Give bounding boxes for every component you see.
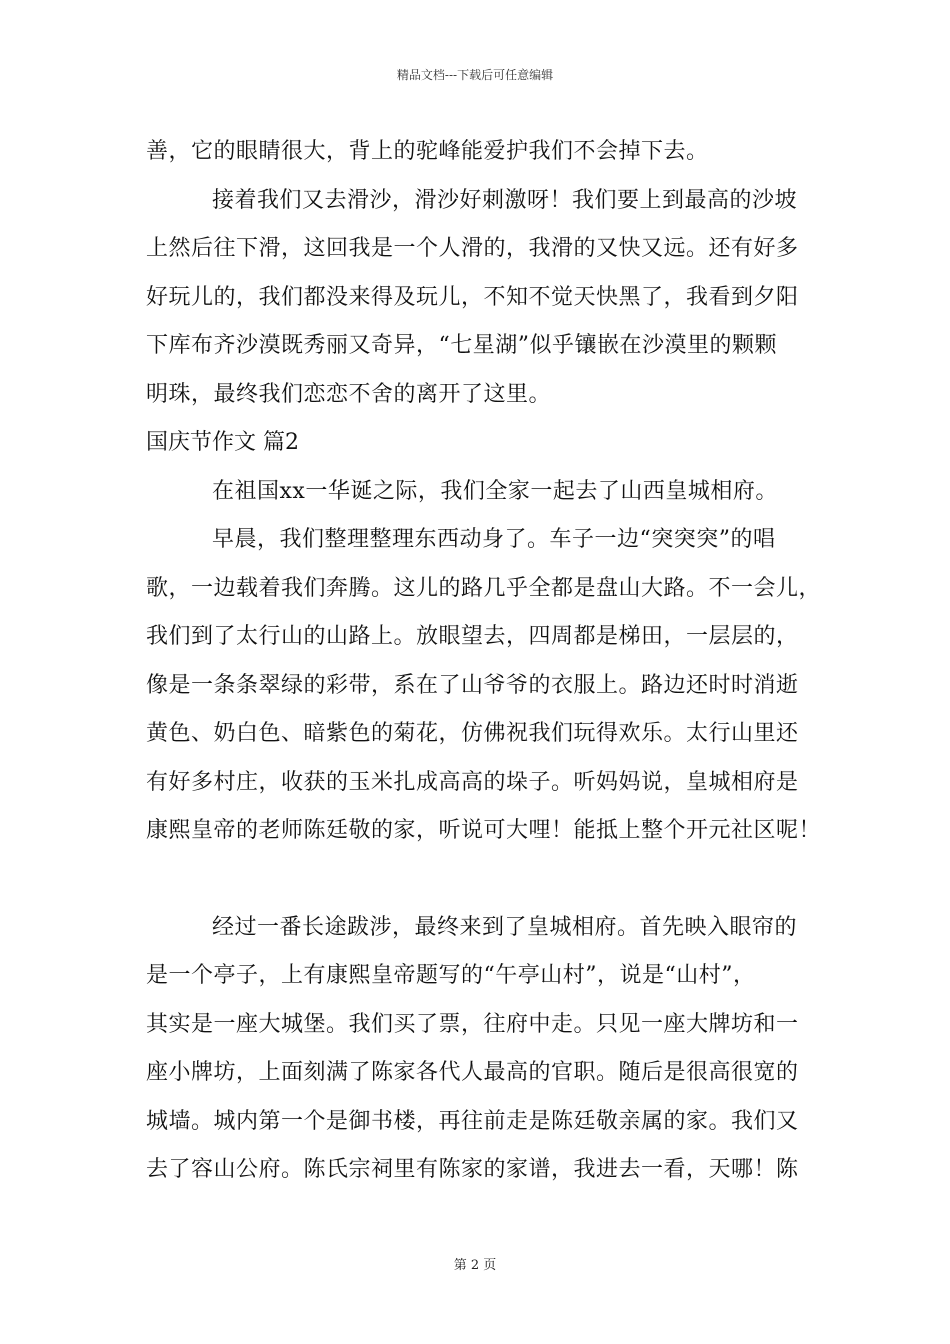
- page-number: 第 2 页: [453, 1258, 497, 1273]
- text-line: 像是一条条翠绿的彩带，系在了山爷爷的衣服上。路边还时时消逝: [146, 672, 799, 698]
- text-line: 城墙。城内第一个是御书楼，再往前走是陈廷敬亲属的家。我们又: [146, 1108, 799, 1134]
- blank-line: [146, 856, 826, 904]
- text-line: 有好多村庄，收获的玉米扎成高高的垛子。听妈妈说，皇城相府是: [146, 769, 799, 795]
- text-line: 善，它的眼睛很大，背上的驼峰能爱护我们不会掉下去。: [146, 139, 709, 164]
- text-line: 康熙皇帝的老师陈廷敬的家，听说可大哩！能抵上整个开元社区呢！: [146, 818, 822, 843]
- text-line: 好玩儿的，我们都没来得及玩儿，不知不觉天快黑了，我看到夕阳: [146, 284, 799, 310]
- text-line: 在祖国xx一华诞之际，我们全家一起去了山西皇城相府。: [212, 478, 778, 504]
- document-body: [146, 128, 826, 1195]
- text-line: 明珠，最终我们恋恋不舍的离开了这里。: [146, 381, 552, 407]
- text-line: 我们到了太行山的山路上。放眼望去，四周都是梯田，一层层的，: [146, 624, 799, 649]
- text-line: 下库布齐沙漠既秀丽又奇异，“七星湖”似乎镶嵌在沙漠里的颗颗: [146, 333, 777, 358]
- text-line: 其实是一座大城堡。我们买了票，往府中走。只见一座大牌坊和一: [146, 1011, 799, 1037]
- text-line: 黄色、奶白色、暗紫色的菊花，仿佛祝我们玩得欢乐。太行山里还: [146, 721, 799, 746]
- text-line: 是一个亭子，上有康熙皇帝题写的“午亭山村”，说是“山村”，: [146, 963, 756, 988]
- page-header: 精品文档---下载后可任意编辑: [396, 68, 554, 82]
- section-title: 国庆节作文 篇2: [146, 430, 299, 455]
- text-line: 早晨，我们整理整理东西动身了。车子一边“突突突”的唱: [212, 527, 776, 552]
- text-line: 上然后往下滑，这回我是一个人滑的，我滑的又快又远。还有好多: [146, 236, 799, 261]
- text-line: 经过一番长途跋涉，最终来到了皇城相府。首先映入眼帘的: [212, 914, 798, 940]
- text-line: 去了容山公府。陈氏宗祠里有陈家的家谱，我进去一看，天哪！陈: [146, 1157, 799, 1182]
- text-line: 歌，一边载着我们奔腾。这儿的路几乎全都是盘山大路。不一会儿，: [146, 575, 822, 601]
- text-line: 座小牌坊，上面刻满了陈家各代人最高的官职。随后是很高很宽的: [146, 1060, 799, 1085]
- text-line: 接着我们又去滑沙，滑沙好刺激呀！我们要上到最高的沙坡: [212, 187, 798, 213]
